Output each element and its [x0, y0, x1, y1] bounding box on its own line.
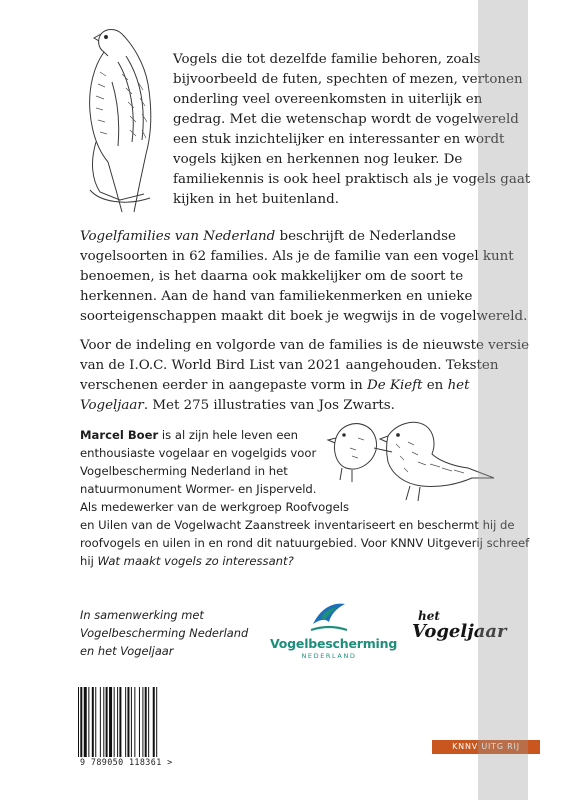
- barcode-bar: [117, 687, 118, 757]
- barcode-bar: [142, 687, 143, 757]
- barcode-bar: [78, 687, 79, 757]
- bio-line: natuurmonument Wormer- en Jisperveld.: [80, 482, 317, 496]
- sources-paragraph: [80, 336, 540, 416]
- collaboration-line: In samenwerking met: [80, 608, 204, 622]
- vogeljaar-name: Vogeljaar: [412, 621, 507, 642]
- sources-text: Voor de indeling en volgorde van de families is de nieuwste versie van de I.O.C. World Bird List van 2021 aangehouden. Teksten verschenen eerder in aangepaste vorm in: [80, 338, 530, 393]
- barcode-bar: [103, 687, 104, 757]
- barcode-bar: [148, 687, 149, 757]
- barcode-bar: [114, 687, 115, 757]
- isbn-barcode: [76, 687, 194, 757]
- barcode-bar: [127, 687, 129, 757]
- vogeljaar-het: het: [418, 609, 440, 623]
- illustrations-credit: . Met 275 illustraties van Jos Zwarts.: [143, 398, 395, 413]
- watermark-stamp: [478, 0, 528, 800]
- bio-line: roofvogels en uilen in en rond dit natuurgebied. Voor KNNV Uitgeverij schreef: [80, 536, 530, 550]
- buzzard-illustration: [60, 22, 170, 217]
- author-name: Marcel Boer: [80, 428, 159, 442]
- bio-line: hij: [80, 554, 98, 568]
- source-het-vogeljaar: het Vogeljaar: [80, 378, 470, 413]
- barcode-bar: [109, 687, 112, 757]
- barcode-bar: [106, 687, 108, 757]
- source-de-kieft: De Kieft: [367, 378, 423, 393]
- vogelbescherming-bird-icon: [309, 600, 349, 634]
- bio-line: Als medewerker van de werkgroep Roofvogels: [80, 500, 349, 514]
- barcode-bar: [95, 687, 96, 757]
- barcode-bar: [84, 687, 87, 757]
- book-description-text: beschrijft de Nederlandse vogelsoorten in 62 families. Als je de familie van een vogel kunt benoemen, is het daarna ook makkelijker om de soort te herkennen. Aan de hand van familiekenmerken en unieke soorteigenschappen maakt dit boek je wegwijs in de vogelwereld.: [80, 229, 528, 324]
- intro-paragraph: Vogels die tot dezelfde familie behoren, zoals bijvoorbeeld de futen, spechten of mezen, vertonen onderling veel overeenkomsten in uiterlijk en gedrag. Met die wetenschap wordt de vogelwereld een stuk inzichtelijker en interessanter en wordt vogels kijken en herkennen nog leuker. De familiekennis is ook heel praktisch als je vogels gaat kijken in het buitenland.: [173, 52, 531, 207]
- barcode-bar: [134, 687, 135, 757]
- vogelbescherming-name: Vogelbescherming: [270, 636, 398, 651]
- vogelbescherming-logo: [270, 600, 398, 660]
- bio-line: Vogelbescherming Nederland in het: [80, 464, 288, 478]
- barcode-bar: [125, 687, 126, 757]
- book-description-paragraph: [80, 227, 540, 327]
- barcode-bar: [131, 687, 132, 757]
- bio-line: is al zijn hele leven een: [158, 428, 298, 442]
- book-title: Vogelfamilies van Nederland: [80, 229, 276, 244]
- barcode-bar: [92, 687, 94, 757]
- barcode-bar: [88, 687, 89, 757]
- barcode-bar: [156, 687, 157, 757]
- barcode-bar: [100, 687, 101, 757]
- collaboration-note: [80, 606, 248, 660]
- collaboration-line: en het Vogeljaar: [80, 644, 174, 658]
- barcode-bar: [119, 687, 121, 757]
- barcode-bar: [139, 687, 140, 757]
- collaboration-line: Vogelbescherming Nederland: [80, 626, 249, 640]
- isbn-digits: 9 789050 118361 >: [80, 757, 173, 767]
- barcode-bar: [145, 687, 147, 757]
- other-book-title: Wat maakt vogels zo interessant?: [97, 554, 294, 568]
- author-bio: [80, 426, 540, 570]
- bio-line: en Uilen van de Vogelwacht Zaanstreek inventariseert en beschermt hij de: [80, 518, 515, 532]
- vogelbescherming-country: NEDERLAND: [301, 652, 357, 660]
- publisher-name: KNNV UITG RIJ: [452, 742, 520, 751]
- barcode-bar: [80, 687, 82, 757]
- bio-line: enthousiaste vogelaar en vogelgids voor: [80, 446, 317, 460]
- sources-text-and: en: [422, 378, 448, 393]
- barcode-bar: [153, 687, 155, 757]
